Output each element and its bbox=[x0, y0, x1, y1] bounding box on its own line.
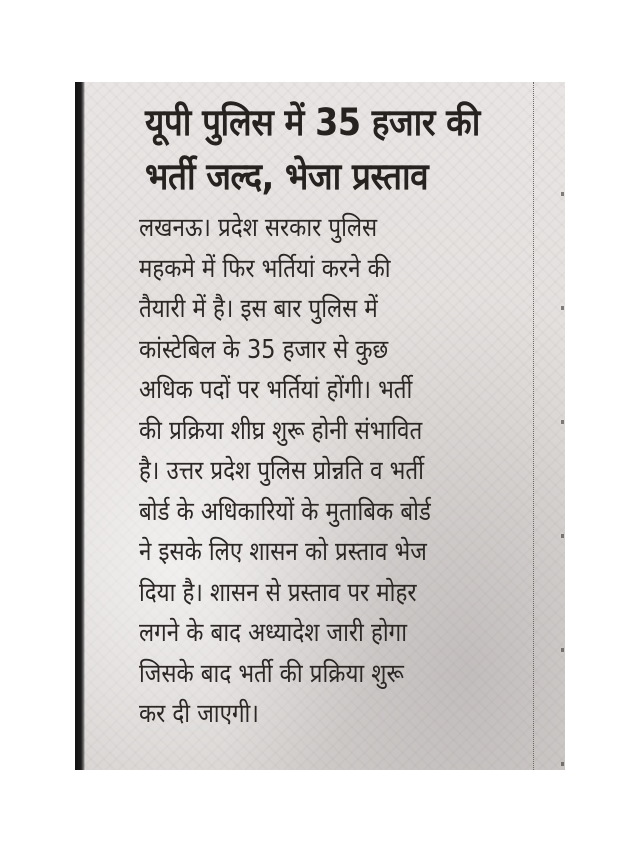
body-line: बोर्ड के अधिकारियों के मुताबिक बोर्ड bbox=[139, 496, 431, 527]
body-line: महकमे में फिर भर्तियां करने की bbox=[139, 253, 391, 284]
column-divider-dotted-rule bbox=[533, 82, 534, 770]
body-line: अधिक पदों पर भर्तियां होंगी। भर्ती bbox=[139, 375, 413, 405]
body-line: तैयारी में है। इस बार पुलिस में bbox=[139, 294, 378, 324]
body-line: कर दी जाएगी। bbox=[139, 699, 259, 729]
body-line: की प्रक्रिया शीघ्र शुरू होनी संभावित bbox=[139, 415, 423, 446]
headline-line: भर्ती जल्द, भेजा प्रस्ताव bbox=[145, 155, 429, 198]
body-line: कांस्टेबिल के 35 हजार से कुछ bbox=[139, 334, 389, 365]
body-line: ने इसके लिए शासन को प्रस्ताव भेज bbox=[139, 537, 427, 567]
body-line: लगने के बाद अध्यादेश जारी होगा bbox=[139, 618, 407, 648]
newspaper-clipping bbox=[75, 82, 565, 770]
headline bbox=[145, 96, 496, 204]
body-line: लखनऊ। प्रदेश सरकार पुलिस bbox=[139, 213, 378, 243]
headline-line: यूपी पुलिस में 35 हजार की bbox=[145, 101, 480, 144]
body-line: दिया है। शासन से प्रस्ताव पर मोहर bbox=[139, 577, 417, 608]
body-line: है। उत्तर प्रदेश पुलिस प्रोन्नति व भर्ती bbox=[139, 456, 424, 486]
clipping-shadow-edge bbox=[75, 82, 85, 770]
body-line: जिसके बाद भर्ती की प्रक्रिया शुरू bbox=[139, 658, 404, 689]
adjacent-column-marks bbox=[561, 82, 564, 770]
article-body bbox=[139, 208, 483, 735]
